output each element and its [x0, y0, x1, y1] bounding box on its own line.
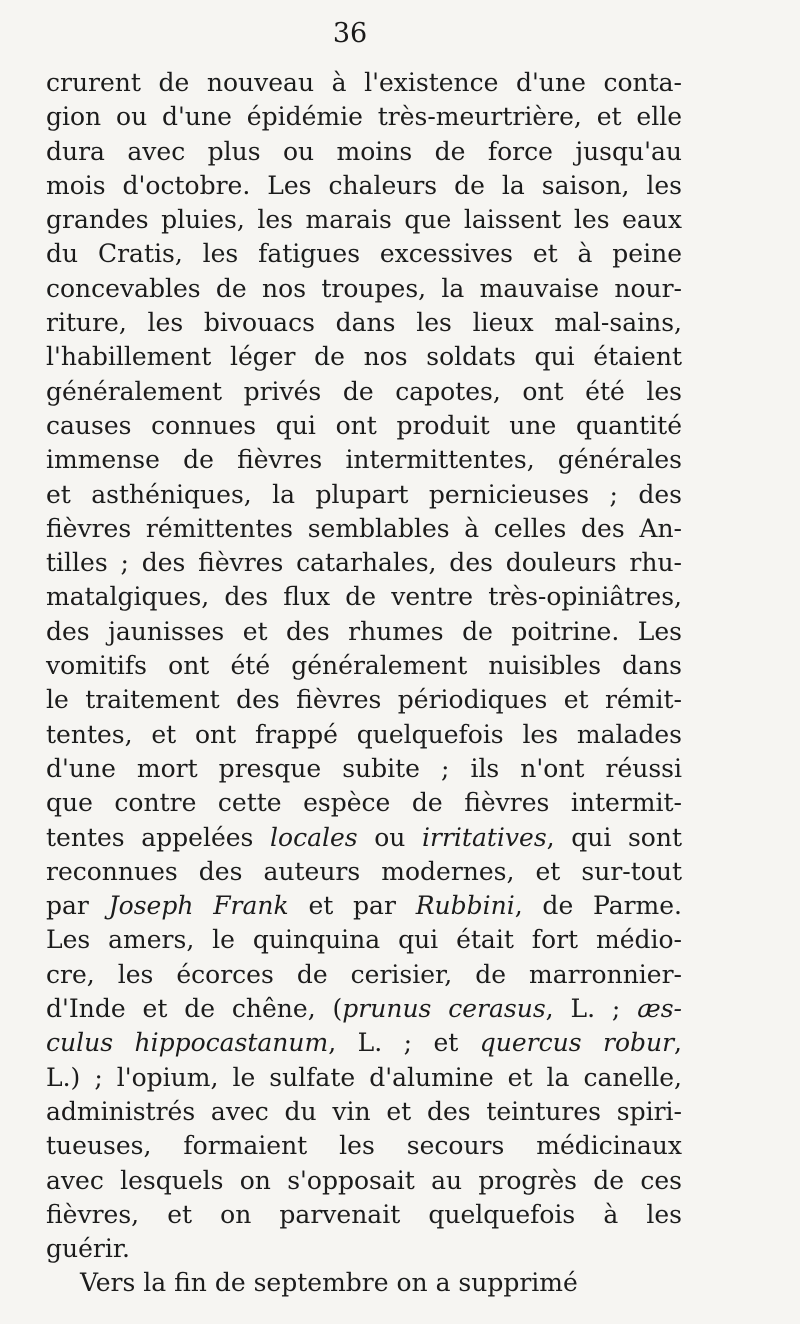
text-line: cre, les écorces de cerisier, de marronnier- — [46, 959, 682, 989]
text-line: fièvres, et on parvenait quelquefois à les — [46, 1199, 682, 1229]
text-line: dura avec plus ou moins de force jusqu'au — [46, 136, 682, 166]
text-line: immense de fièvres intermittentes, générales — [46, 445, 682, 475]
text-line: Vers la fin de septembre on a supprimé — [80, 1268, 578, 1298]
text-line: causes connues qui ont produit une quantité — [46, 410, 682, 440]
text-line — [46, 821, 682, 855]
text-segment: , qui sont — [546, 822, 682, 852]
italic-text: irritatives — [422, 822, 547, 852]
italic-text: prunus cerasus — [342, 994, 546, 1024]
text-line: riture, les bivouacs dans les lieux mal-sains, — [46, 308, 682, 338]
italic-text: quercus robur — [479, 1028, 675, 1058]
text-line: administrés avec du vin et des teintures spiri- — [46, 1096, 682, 1126]
text-line: tentes, et ont frappé quelquefois les malades — [46, 719, 682, 749]
italic-text: locales — [270, 822, 358, 852]
text-line: mois d'octobre. Les chaleurs de la saison, les — [46, 170, 682, 200]
text-line: et asthéniques, la plupart pernicieuses ; des — [46, 479, 682, 509]
text-segment: ou — [357, 822, 423, 852]
text-line: gion ou d'une épidémie très-meurtrière, et elle — [46, 102, 682, 132]
text-segment: et par — [288, 891, 416, 921]
text-line — [46, 1026, 682, 1060]
text-line: fièvres rémittentes semblables à celles des An- — [46, 513, 682, 543]
text-line: avec lesquels on s'opposait au progrès de ces — [46, 1165, 682, 1195]
text-line: tilles ; des fièvres catarhales, des douleurs rhu- — [46, 548, 682, 578]
text-segment: , L. ; et — [328, 1028, 480, 1058]
body-text — [46, 66, 682, 1301]
text-line: matalgiques, des flux de ventre très-opiniâtres, — [46, 582, 682, 612]
text-line: tueuses, formaient les secours médicinaux — [46, 1131, 682, 1161]
italic-text: culus hippocastanum — [46, 1028, 329, 1058]
text-line: grandes pluies, les marais que laissent les eaux — [46, 205, 682, 235]
text-line: l'habillement léger de nos soldats qui étaient — [46, 342, 682, 372]
text-line: L.) ; l'opium, le sulfate d'alumine et la canelle, — [46, 1062, 682, 1092]
text-segment: tentes appelées — [46, 822, 271, 852]
italic-text: Rubbini — [415, 891, 515, 921]
text-line: d'une mort presque subite ; ils n'ont réussi — [46, 753, 682, 783]
italic-text: Joseph Frank — [108, 891, 289, 921]
text-line: reconnues des auteurs modernes, et sur-tout — [46, 856, 682, 886]
text-line: crurent de nouveau à l'existence d'une conta- — [46, 68, 682, 97]
text-line — [46, 992, 682, 1026]
text-line: guérir. — [46, 1234, 130, 1264]
text-line: concevables de nos troupes, la mauvaise nour- — [46, 273, 682, 303]
page-number: 36 — [332, 18, 368, 49]
text-line — [46, 889, 682, 923]
text-segment: , L. ; — [545, 994, 638, 1024]
text-segment: , — [674, 1028, 682, 1058]
text-line: généralement privés de capotes, ont été les — [46, 376, 682, 406]
text-segment: par — [46, 891, 109, 921]
text-line: vomitifs ont été généralement nuisibles dans — [46, 651, 682, 681]
text-line: que contre cette espèce de fièvres intermit- — [46, 788, 682, 818]
text-line: du Cratis, les fatigues excessives et à peine — [46, 239, 682, 269]
italic-text: æs- — [637, 994, 682, 1024]
text-line: des jaunisses et des rhumes de poitrine. Les — [46, 616, 682, 646]
text-segment: d'Inde et de chêne, ( — [46, 994, 343, 1024]
text-line: Les amers, le quinquina qui était fort médio- — [46, 925, 682, 955]
text-segment: , de Parme. — [514, 891, 683, 921]
text-line: le traitement des fièvres périodiques et rémit- — [46, 685, 682, 715]
